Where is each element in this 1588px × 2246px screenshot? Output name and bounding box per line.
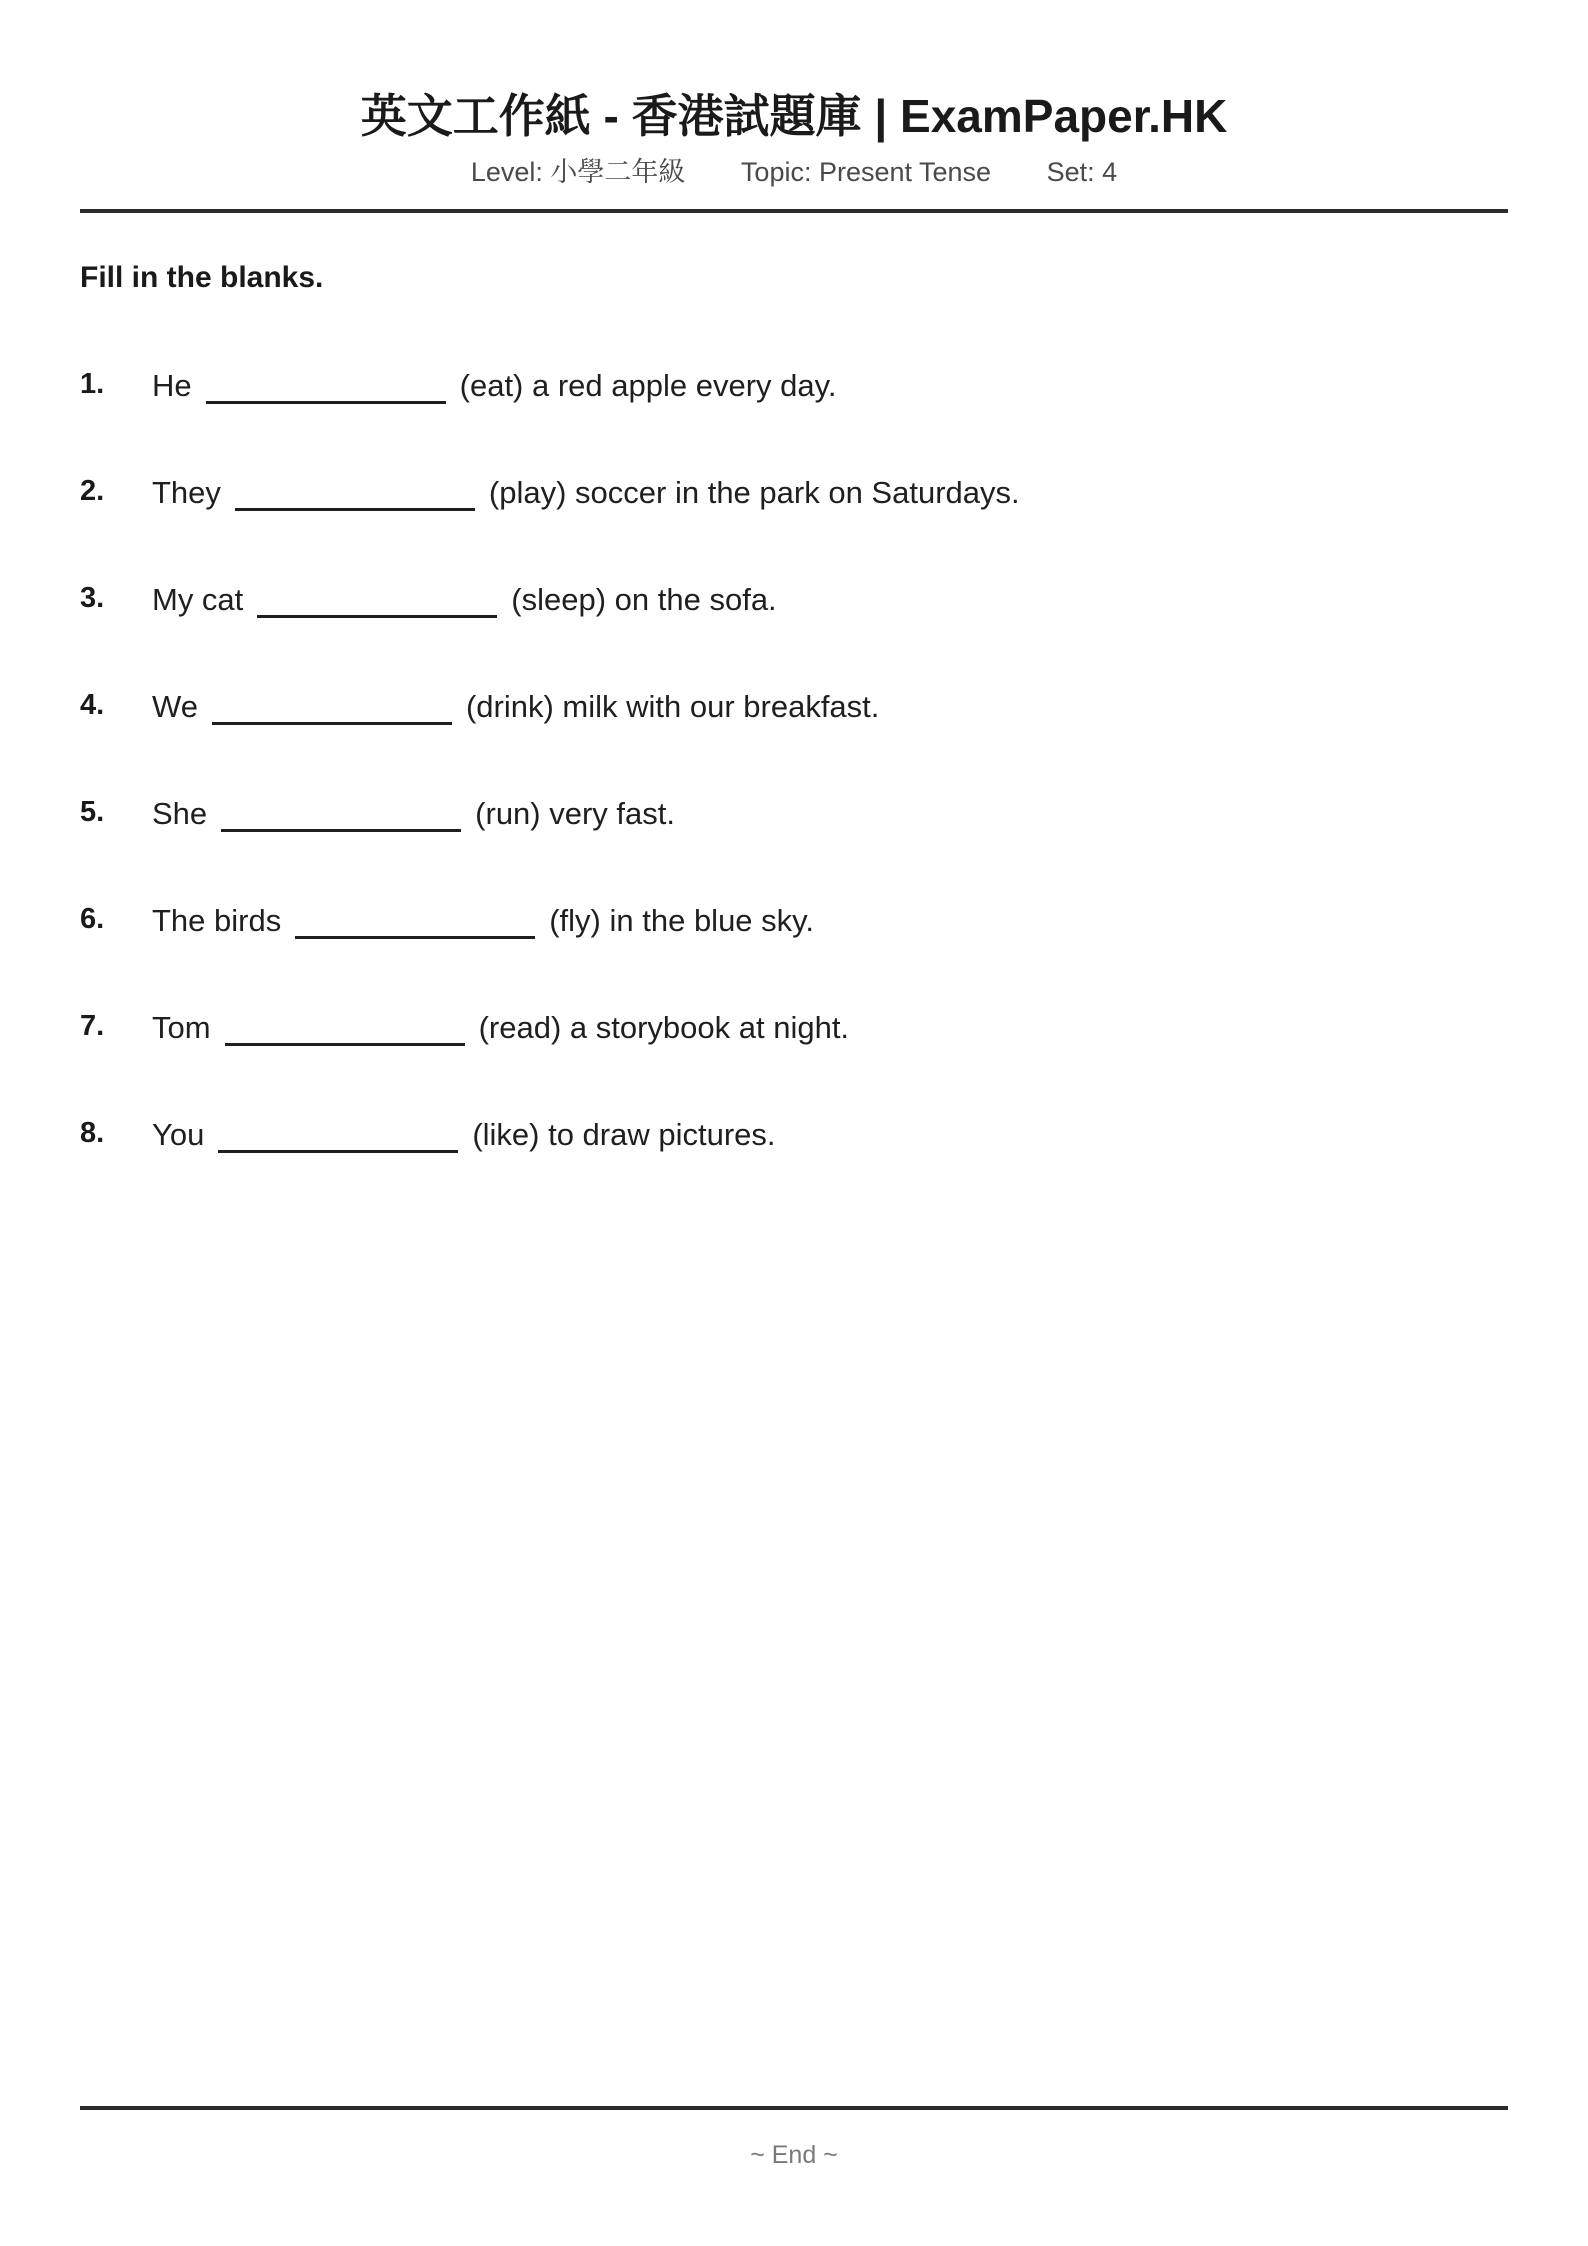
question-sentence: [152, 1113, 776, 1157]
question-number: 2.: [80, 475, 105, 507]
question-number: 3.: [80, 582, 105, 614]
question-number: 8.: [80, 1117, 105, 1149]
question-text-before: Tom: [152, 1010, 211, 1045]
set-label: Set: 4: [1046, 157, 1118, 187]
question-text-after: (eat) a red apple every day.: [459, 368, 837, 403]
footer-divider: [80, 2106, 1508, 2110]
question-text-before: You: [152, 1117, 205, 1152]
question-item: [80, 1006, 1508, 1113]
question-text-before: He: [152, 368, 192, 403]
question-number: 7.: [80, 1010, 105, 1042]
worksheet-page: [80, 0, 1508, 2246]
question-item: [80, 1113, 1508, 1220]
question-number: 1.: [80, 368, 105, 400]
question-text-after: (drink) milk with our breakfast.: [465, 689, 880, 724]
question-text-after: (read) a storybook at night.: [478, 1010, 850, 1045]
question-text-after: (run) very fast.: [475, 796, 675, 831]
end-marker: ~ End ~: [750, 2141, 838, 2169]
answer-blank[interactable]: [221, 795, 461, 832]
worksheet-meta: [80, 154, 1508, 190]
question-text-before: My cat: [152, 582, 244, 617]
question-sentence: [152, 685, 879, 729]
answer-blank[interactable]: [225, 1009, 465, 1046]
question-text-after: (fly) in the blue sky.: [549, 903, 814, 938]
question-text-before: She: [152, 796, 208, 831]
question-text-after: (like) to draw pictures.: [472, 1117, 776, 1152]
question-text-before: We: [152, 689, 198, 724]
answer-blank[interactable]: [212, 688, 452, 725]
answer-blank[interactable]: [295, 902, 535, 939]
answer-blank[interactable]: [206, 367, 446, 404]
level-label: Level: 小學二年級: [470, 157, 686, 187]
question-item: [80, 899, 1508, 1006]
question-sentence: [152, 471, 1020, 515]
header-divider: [80, 209, 1508, 213]
worksheet-header: [80, 84, 1508, 190]
answer-blank[interactable]: [235, 474, 475, 511]
question-sentence: [152, 792, 675, 836]
question-item: [80, 578, 1508, 685]
question-number: 6.: [80, 903, 105, 935]
question-list: [80, 364, 1508, 1220]
question-item: [80, 792, 1508, 899]
question-number: 4.: [80, 689, 105, 721]
question-number: 5.: [80, 796, 105, 828]
instruction-text: Fill in the blanks.: [80, 261, 324, 294]
question-item: [80, 471, 1508, 578]
answer-blank[interactable]: [218, 1116, 458, 1153]
question-sentence: [152, 899, 814, 943]
worksheet-title: 英文工作紙 - 香港試題庫 | ExamPaper.HK: [360, 90, 1228, 142]
question-text-before: The birds: [152, 903, 282, 938]
question-sentence: [152, 1006, 849, 1050]
question-sentence: [152, 578, 777, 622]
question-item: [80, 685, 1508, 792]
question-text-after: (sleep) on the sofa.: [511, 582, 777, 617]
question-text-after: (play) soccer in the park on Saturdays.: [488, 475, 1020, 510]
question-text-before: They: [152, 475, 221, 510]
answer-blank[interactable]: [257, 581, 497, 618]
topic-label: Topic: Present Tense: [740, 157, 992, 187]
question-item: [80, 364, 1508, 471]
question-sentence: [152, 364, 836, 408]
